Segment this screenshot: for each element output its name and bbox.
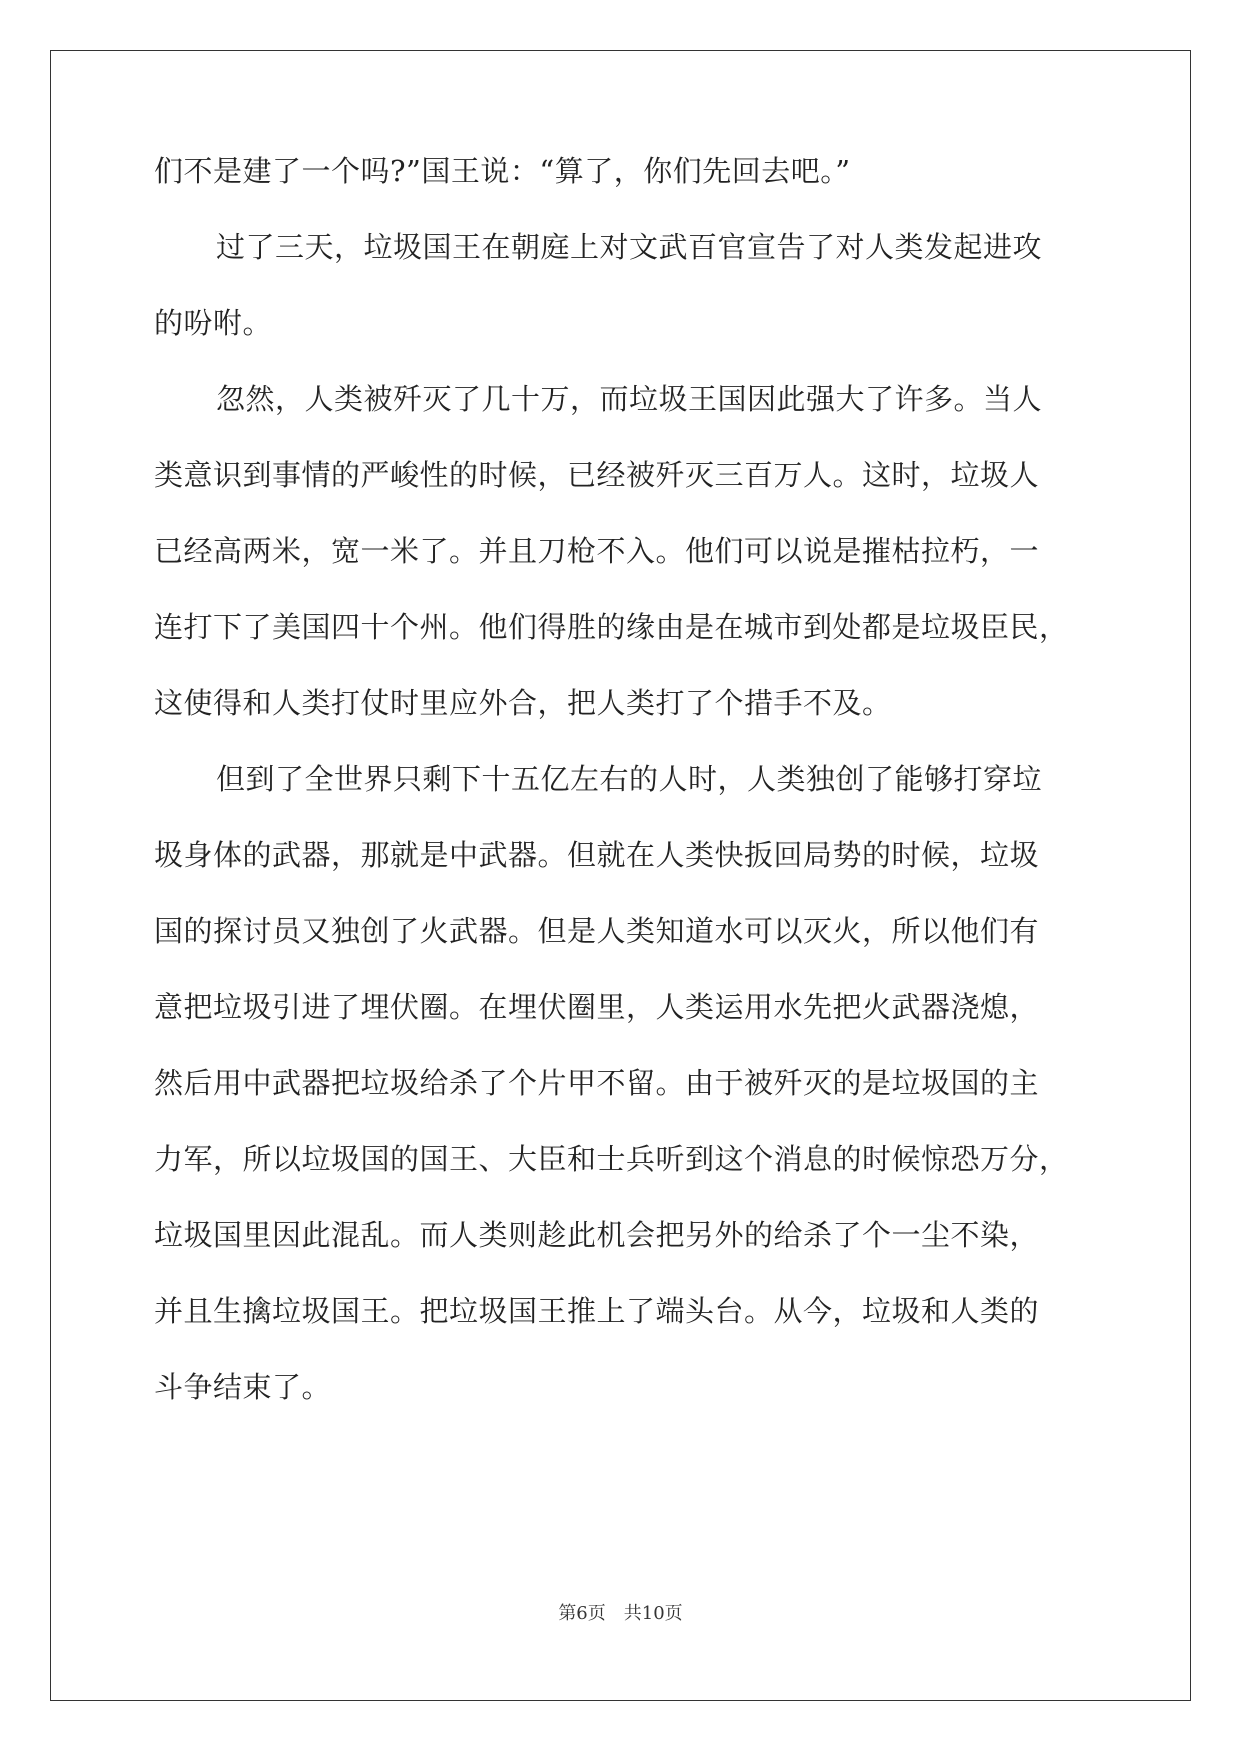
text-line: 国的探讨员又独创了火武器。但是人类知道水可以灭火，所以他们有	[154, 914, 1040, 948]
text-line: 的吩咐。	[154, 306, 273, 340]
text-line: 忽然，人类被歼灭了几十万，而垃圾王国因此强大了许多。当人	[216, 382, 1043, 416]
text-line: 斗争结束了。	[154, 1370, 332, 1404]
text-line: 类意识到事情的严峻性的时候，已经被歼灭三百万人。这时，垃圾人	[154, 458, 1040, 492]
text-line: 并且生擒垃圾国王。把垃圾国王推上了端头台。从今，垃圾和人类的	[154, 1294, 1040, 1328]
text-line: 这使得和人类打仗时里应外合，把人类打了个措手不及。	[154, 686, 892, 720]
text-line: 垃圾国里因此混乱。而人类则趁此机会把另外的给杀了个一尘不染，	[154, 1218, 1040, 1252]
text-line: 过了三天，垃圾国王在朝庭上对文武百官宣告了对人类发起进攻	[216, 230, 1043, 264]
text-line: 连打下了美国四十个州。他们得胜的缘由是在城市到处都是垃圾臣民，	[154, 610, 1069, 644]
text-line: 圾身体的武器，那就是中武器。但就在人类快扳回局势的时候，垃圾	[154, 838, 1040, 872]
text-line: 们不是建了一个吗?”国王说：“算了，你们先回去吧。”	[154, 154, 851, 188]
page-number: 第6页 共10页	[558, 1603, 683, 1624]
text-line: 然后用中武器把垃圾给杀了个片甲不留。由于被歼灭的是垃圾国的主	[154, 1066, 1040, 1100]
text-line: 意把垃圾引进了埋伏圈。在埋伏圈里，人类运用水先把火武器浇熄，	[154, 990, 1040, 1024]
page-border	[50, 50, 1191, 1701]
text-line: 力军，所以垃圾国的国王、大臣和士兵听到这个消息的时候惊恐万分，	[154, 1142, 1069, 1176]
text-line: 已经高两米，宽一米了。并且刀枪不入。他们可以说是摧枯拉朽，一	[154, 534, 1040, 568]
text-line: 但到了全世界只剩下十五亿左右的人时，人类独创了能够打穿垃	[216, 762, 1043, 796]
